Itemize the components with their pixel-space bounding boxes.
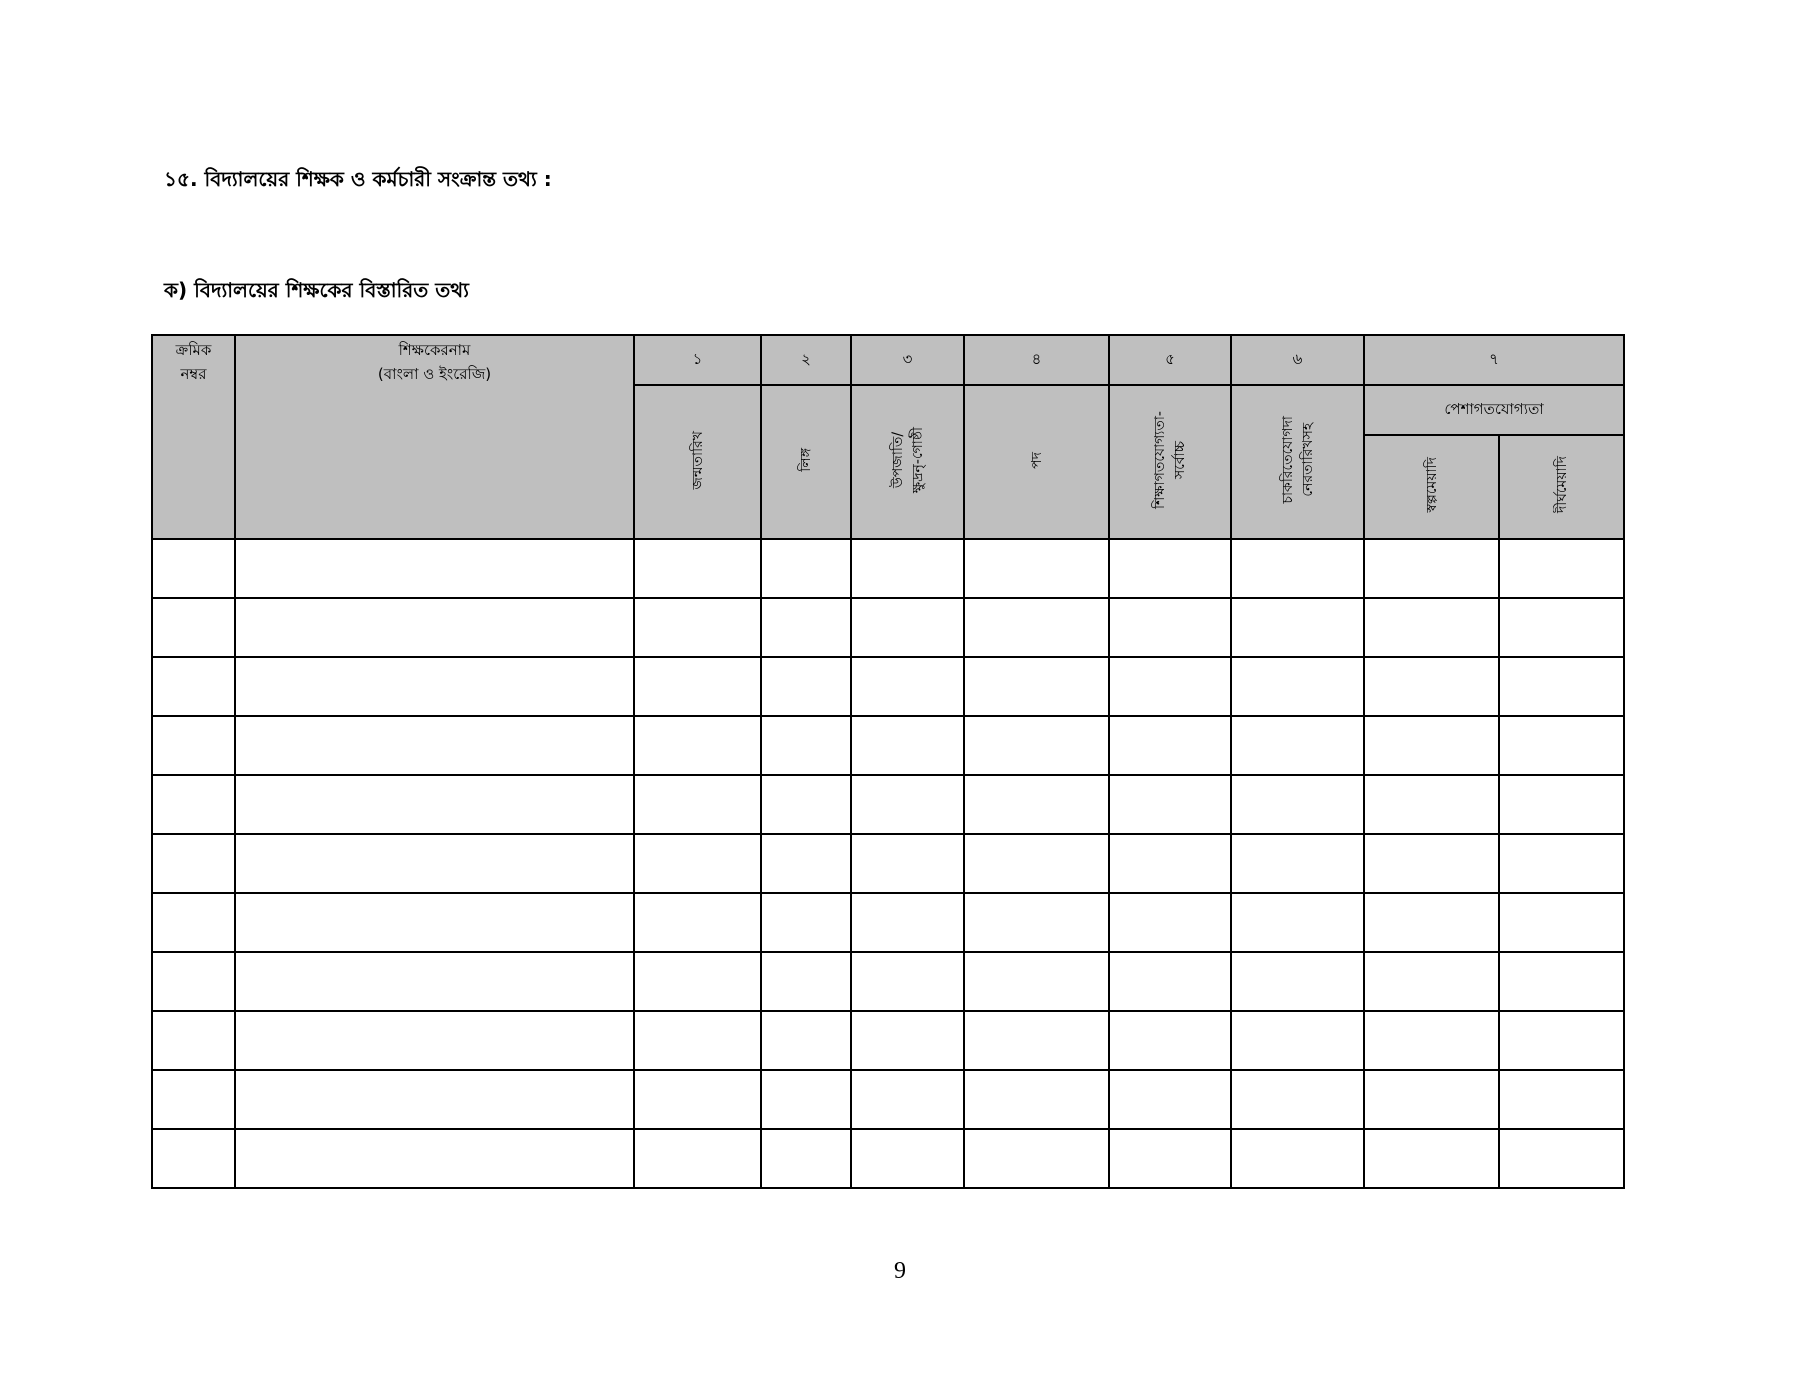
table-cell[interactable]: [1499, 1129, 1624, 1188]
table-cell[interactable]: [1364, 775, 1499, 834]
table-cell[interactable]: [964, 952, 1109, 1011]
table-cell[interactable]: [761, 834, 851, 893]
table-cell[interactable]: [1364, 539, 1499, 598]
table-row: [152, 834, 1624, 893]
table-cell[interactable]: [634, 1129, 761, 1188]
table-cell[interactable]: [964, 716, 1109, 775]
table-cell[interactable]: [964, 893, 1109, 952]
table-cell[interactable]: [851, 1129, 964, 1188]
table-cell[interactable]: [1109, 1129, 1231, 1188]
table-cell[interactable]: [1231, 598, 1364, 657]
designation-header: পদ: [964, 385, 1109, 539]
table-cell[interactable]: [761, 1070, 851, 1129]
table-cell[interactable]: [1231, 539, 1364, 598]
table-cell[interactable]: [851, 657, 964, 716]
table-cell[interactable]: [1364, 657, 1499, 716]
table-cell[interactable]: [152, 775, 235, 834]
table-cell[interactable]: [235, 775, 634, 834]
table-cell[interactable]: [851, 1011, 964, 1070]
table-cell[interactable]: [152, 834, 235, 893]
table-cell[interactable]: [634, 893, 761, 952]
table-cell[interactable]: [235, 1011, 634, 1070]
table-cell[interactable]: [1499, 1070, 1624, 1129]
educational-qualification-header: শিক্ষাগতযোগ্যতা- সর্বোচ্চ: [1109, 385, 1231, 539]
table-cell[interactable]: [1109, 598, 1231, 657]
teacher-name-header: শিক্ষকেরনাম (বাংলা ও ইংরেজি): [235, 335, 634, 539]
table-cell[interactable]: [634, 657, 761, 716]
date-of-birth-header: জন্মতারিখ: [634, 385, 761, 539]
page-number: 9: [894, 1258, 906, 1284]
short-term-header: স্বল্পমেয়াদি: [1364, 435, 1499, 539]
table-cell[interactable]: [761, 775, 851, 834]
table-row: [152, 657, 1624, 716]
table-cell[interactable]: [634, 716, 761, 775]
table-cell[interactable]: [1499, 1011, 1624, 1070]
table-cell[interactable]: [1364, 834, 1499, 893]
table-cell[interactable]: [235, 834, 634, 893]
table-cell[interactable]: [1364, 1011, 1499, 1070]
table-cell[interactable]: [761, 539, 851, 598]
table-cell[interactable]: [851, 952, 964, 1011]
table-cell[interactable]: [761, 952, 851, 1011]
table-cell[interactable]: [1231, 1070, 1364, 1129]
table-cell[interactable]: [964, 657, 1109, 716]
table-row: [152, 775, 1624, 834]
table-row: [152, 1129, 1624, 1188]
table-cell[interactable]: [634, 834, 761, 893]
table-cell[interactable]: [1109, 834, 1231, 893]
table-row: [152, 1011, 1624, 1070]
table-cell[interactable]: [235, 657, 634, 716]
table-cell[interactable]: [851, 834, 964, 893]
long-term-header: দীর্ঘমেয়াদি: [1499, 435, 1624, 539]
table-cell[interactable]: [1499, 657, 1624, 716]
table-cell[interactable]: [1231, 775, 1364, 834]
table-row: [152, 598, 1624, 657]
column-number-1: ১: [634, 335, 761, 385]
table-cell[interactable]: [1109, 775, 1231, 834]
joining-date-header: চাকরিতেযোগদা নেরতারিখসহ: [1231, 385, 1364, 539]
table-cell[interactable]: [235, 598, 634, 657]
table-cell[interactable]: [634, 539, 761, 598]
table-cell[interactable]: [634, 1011, 761, 1070]
table-cell[interactable]: [1499, 598, 1624, 657]
subsection-title: ক) বিদ্যালয়ের শিক্ষকের বিস্তারিত তথ্য: [164, 278, 469, 302]
column-number-3: ৩: [851, 335, 964, 385]
table-cell[interactable]: [235, 716, 634, 775]
table-row: [152, 716, 1624, 775]
table-cell[interactable]: [964, 834, 1109, 893]
table-cell[interactable]: [761, 657, 851, 716]
column-number-2: ২: [761, 335, 851, 385]
table-cell[interactable]: [152, 1011, 235, 1070]
table-cell[interactable]: [1499, 834, 1624, 893]
table-cell[interactable]: [964, 1129, 1109, 1188]
table-cell[interactable]: [1109, 1070, 1231, 1129]
table-cell[interactable]: [235, 893, 634, 952]
table-cell[interactable]: [1109, 952, 1231, 1011]
column-number-5: ৫: [1109, 335, 1231, 385]
table-cell[interactable]: [235, 1129, 634, 1188]
table-cell[interactable]: [1499, 952, 1624, 1011]
table-row: [152, 893, 1624, 952]
table-cell[interactable]: [152, 1129, 235, 1188]
table-cell[interactable]: [152, 598, 235, 657]
professional-qualification-header: পেশাগতযোগ্যতা: [1364, 385, 1624, 435]
table-cell[interactable]: [1109, 1011, 1231, 1070]
table-cell[interactable]: [634, 952, 761, 1011]
table-cell[interactable]: [761, 1011, 851, 1070]
table-cell[interactable]: [152, 539, 235, 598]
section-title: ১৫. বিদ্যালয়ের শিক্ষক ও কর্মচারী সংক্রান্ত তথ্য :: [164, 167, 552, 191]
column-number-6: ৬: [1231, 335, 1364, 385]
table-cell[interactable]: [1109, 893, 1231, 952]
teacher-details-table: [151, 334, 1625, 1189]
table-cell[interactable]: [964, 539, 1109, 598]
table-cell[interactable]: [1109, 657, 1231, 716]
gender-header: লিঙ্গ: [761, 385, 851, 539]
table-cell[interactable]: [152, 1070, 235, 1129]
table-cell[interactable]: [851, 893, 964, 952]
table-cell[interactable]: [1364, 952, 1499, 1011]
table-row: [152, 1070, 1624, 1129]
ethnic-group-header: উপজাতি/ ক্ষুদ্রনৃ-গোষ্ঠী: [851, 385, 964, 539]
table-cell[interactable]: [964, 598, 1109, 657]
table-cell[interactable]: [761, 893, 851, 952]
table-cell[interactable]: [1364, 716, 1499, 775]
table-cell[interactable]: [1499, 716, 1624, 775]
table-cell[interactable]: [851, 775, 964, 834]
table-cell[interactable]: [235, 1070, 634, 1129]
table-cell[interactable]: [761, 598, 851, 657]
table-cell[interactable]: [634, 775, 761, 834]
table-cell[interactable]: [1499, 893, 1624, 952]
column-number-4: ৪: [964, 335, 1109, 385]
serial-number-header: ক্রমিক নম্বর: [152, 335, 235, 539]
table-cell[interactable]: [152, 716, 235, 775]
table-cell[interactable]: [1109, 539, 1231, 598]
table-cell[interactable]: [235, 952, 634, 1011]
table-cell[interactable]: [761, 716, 851, 775]
table-cell[interactable]: [964, 1011, 1109, 1070]
table-row: [152, 539, 1624, 598]
table-cell[interactable]: [634, 598, 761, 657]
table-cell[interactable]: [851, 716, 964, 775]
table-cell[interactable]: [1231, 834, 1364, 893]
table-cell[interactable]: [1499, 539, 1624, 598]
table-cell[interactable]: [1231, 952, 1364, 1011]
table-cell[interactable]: [1231, 1011, 1364, 1070]
table-cell[interactable]: [851, 539, 964, 598]
table-row: [152, 952, 1624, 1011]
table-cell[interactable]: [1231, 657, 1364, 716]
table-cell[interactable]: [1364, 1129, 1499, 1188]
column-number-7: ৭: [1364, 335, 1624, 385]
table-cell[interactable]: [761, 1129, 851, 1188]
table-cell[interactable]: [1364, 893, 1499, 952]
table-cell[interactable]: [964, 1070, 1109, 1129]
table-body: [152, 539, 1624, 1188]
table-cell[interactable]: [1231, 893, 1364, 952]
table-cell[interactable]: [1231, 1129, 1364, 1188]
table-cell[interactable]: [851, 598, 964, 657]
table-cell[interactable]: [235, 539, 634, 598]
table-cell[interactable]: [634, 1070, 761, 1129]
table-cell[interactable]: [152, 952, 235, 1011]
table-cell[interactable]: [1364, 598, 1499, 657]
table-cell[interactable]: [1109, 716, 1231, 775]
table-cell[interactable]: [1231, 716, 1364, 775]
table-cell[interactable]: [152, 657, 235, 716]
table-cell[interactable]: [1499, 775, 1624, 834]
table-cell[interactable]: [1364, 1070, 1499, 1129]
table-cell[interactable]: [964, 775, 1109, 834]
table-cell[interactable]: [152, 893, 235, 952]
table-cell[interactable]: [851, 1070, 964, 1129]
